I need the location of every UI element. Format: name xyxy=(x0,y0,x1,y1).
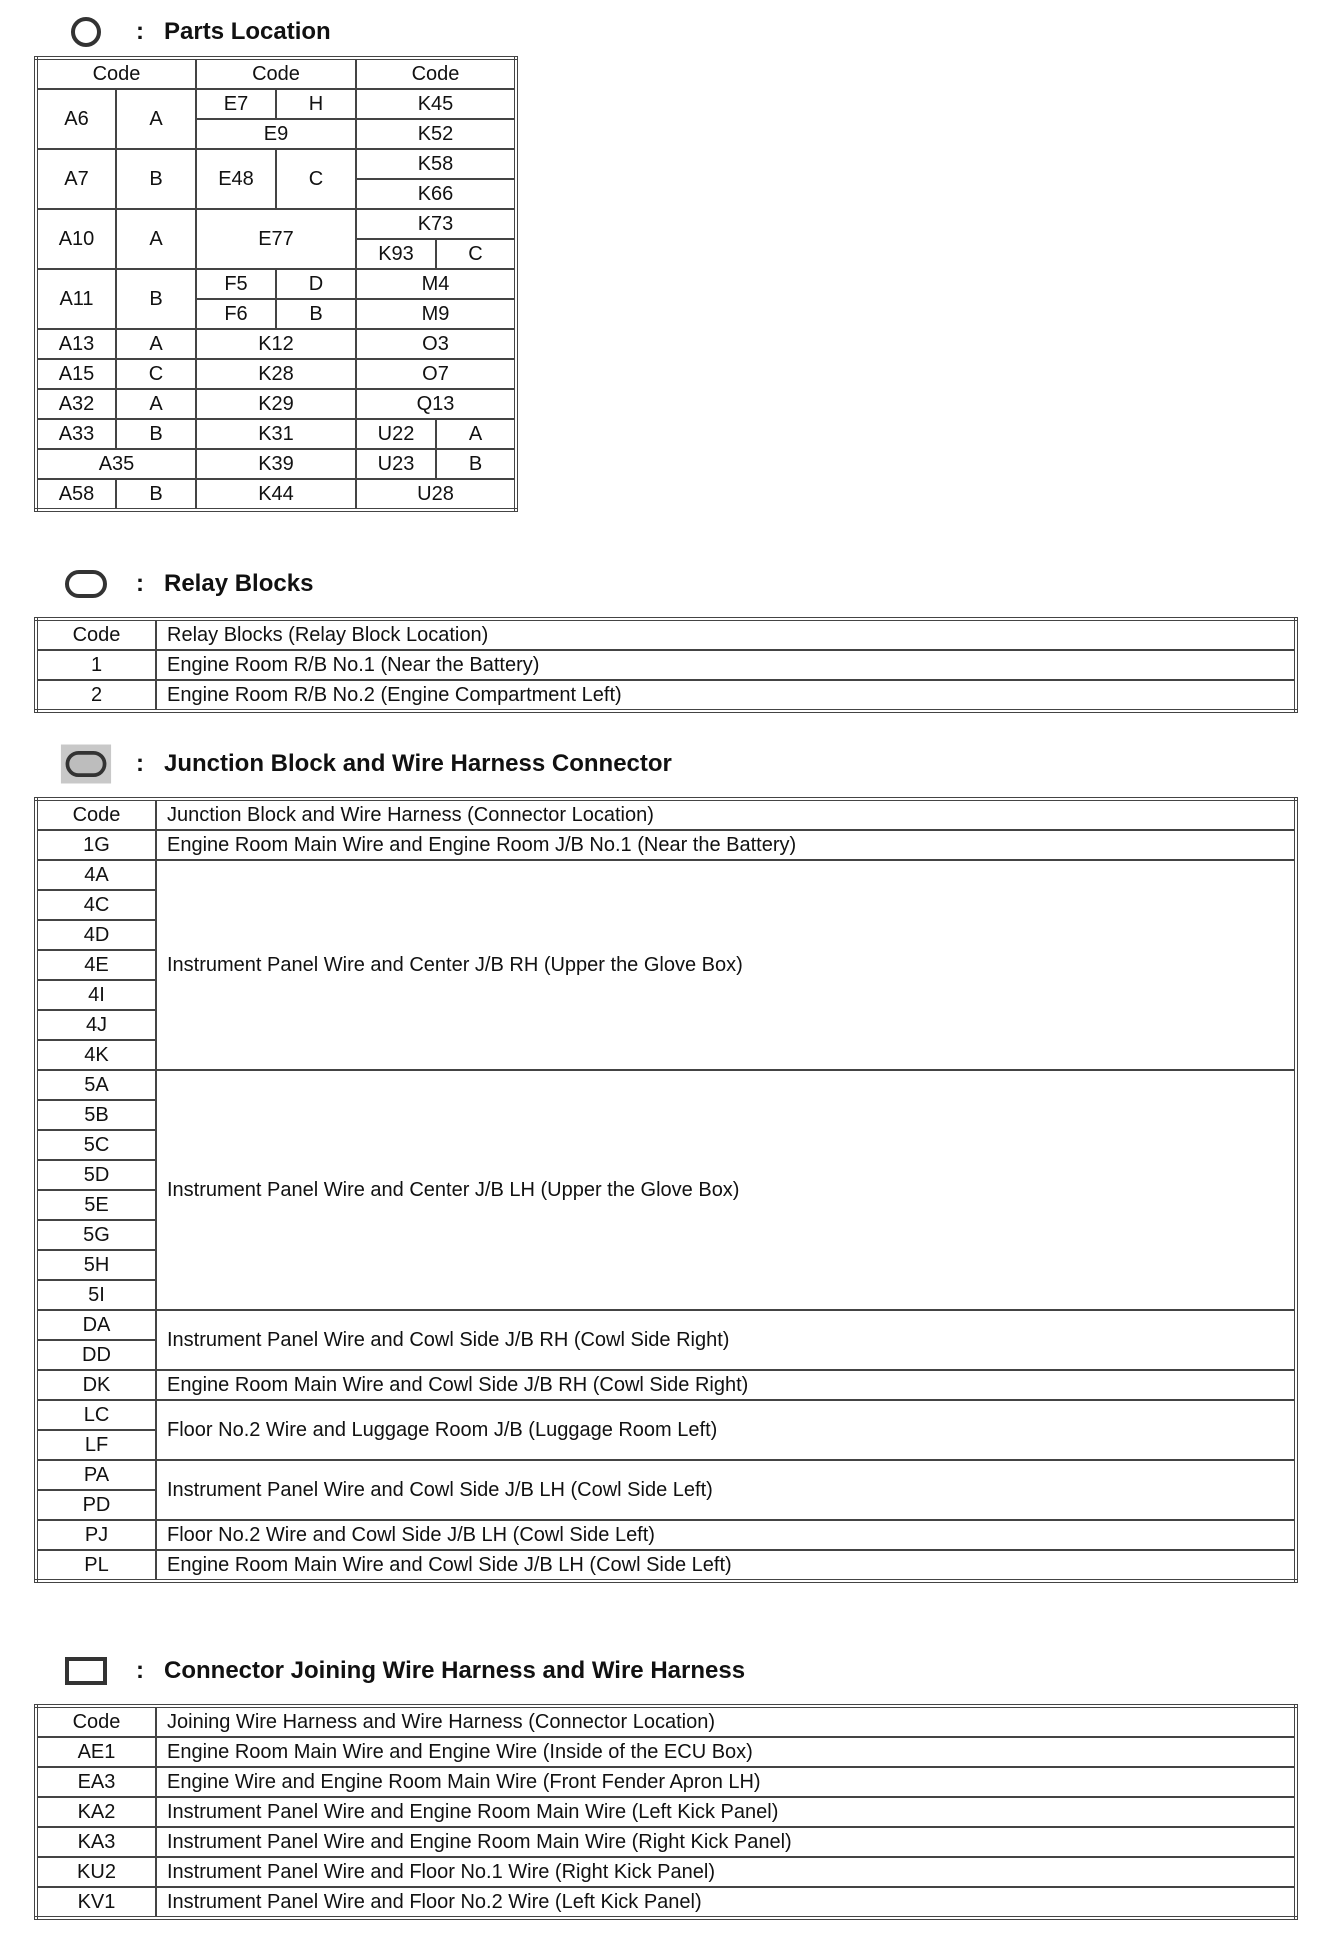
jb-code: 4D xyxy=(36,920,156,950)
junction-block-title: Junction Block and Wire Harness Connector xyxy=(164,750,672,777)
jb-code: 4I xyxy=(36,980,156,1010)
table-row xyxy=(36,680,1296,711)
relay-desc: Engine Room R/B No.2 (Engine Compartment Left) xyxy=(156,680,1296,711)
connector-code: EA3 xyxy=(36,1767,156,1797)
table-row xyxy=(36,58,516,89)
relay-code: 1 xyxy=(36,650,156,680)
table-row xyxy=(36,389,516,419)
table-row xyxy=(36,1310,1296,1340)
jb-code: 4J xyxy=(36,1010,156,1040)
junction-block-colon: : xyxy=(136,750,144,777)
jb-code: DD xyxy=(36,1340,156,1370)
part-code: F5 xyxy=(196,269,276,299)
part-code: K93 xyxy=(356,239,436,269)
part-sub: A xyxy=(116,389,196,419)
jb-desc: Floor No.2 Wire and Luggage Room J/B (Luggage Room Left) xyxy=(156,1400,1296,1460)
table-row xyxy=(36,1706,1296,1737)
connector-joining-title: Connector Joining Wire Harness and Wire Harness xyxy=(164,1657,746,1684)
connector-joining-header xyxy=(60,1651,745,1691)
jb-desc: Instrument Panel Wire and Center J/B RH (Upper the Glove Box) xyxy=(156,860,1296,1070)
part-sub: A xyxy=(116,209,196,269)
part-sub: C xyxy=(436,239,516,269)
part-code: A15 xyxy=(36,359,116,389)
connector-desc: Engine Wire and Engine Room Main Wire (Front Fender Apron LH) xyxy=(156,1767,1296,1797)
table-row xyxy=(36,1370,1296,1400)
jb-desc: Instrument Panel Wire and Cowl Side J/B LH (Cowl Side Left) xyxy=(156,1460,1296,1520)
connector-desc: Instrument Panel Wire and Floor No.1 Wire (Right Kick Panel) xyxy=(156,1857,1296,1887)
connector-code: KV1 xyxy=(36,1887,156,1918)
connector-code: KA2 xyxy=(36,1797,156,1827)
part-code: A33 xyxy=(36,419,116,449)
table-row xyxy=(36,209,516,239)
relay-blocks-header xyxy=(60,564,313,604)
part-code: A11 xyxy=(36,269,116,329)
part-code: K39 xyxy=(196,449,356,479)
jb-code: PD xyxy=(36,1490,156,1520)
shaded-oval-icon xyxy=(60,744,112,784)
table-row xyxy=(36,860,1296,890)
connector-desc: Instrument Panel Wire and Engine Room Main Wire (Left Kick Panel) xyxy=(156,1797,1296,1827)
jb-code: 4A xyxy=(36,860,156,890)
connector-code: AE1 xyxy=(36,1737,156,1767)
part-code: A58 xyxy=(36,479,116,510)
table-row xyxy=(36,1857,1296,1887)
connector-joining-colon: : xyxy=(136,1657,144,1684)
part-code: K29 xyxy=(196,389,356,419)
relay-blocks-table xyxy=(34,617,1298,713)
part-code: K28 xyxy=(196,359,356,389)
jb-desc: Floor No.2 Wire and Cowl Side J/B LH (Cowl Side Left) xyxy=(156,1520,1296,1550)
column-header: Code xyxy=(36,619,156,650)
table-row xyxy=(36,619,1296,650)
part-code: K52 xyxy=(356,119,516,149)
part-sub: A xyxy=(116,89,196,149)
part-code: A35 xyxy=(36,449,196,479)
part-code: F6 xyxy=(196,299,276,329)
jb-code: 5A xyxy=(36,1070,156,1100)
table-row xyxy=(36,799,1296,830)
jb-desc: Engine Room Main Wire and Cowl Side J/B LH (Cowl Side Left) xyxy=(156,1550,1296,1581)
table-row xyxy=(36,1887,1296,1918)
jb-code: 4C xyxy=(36,890,156,920)
part-code: U22 xyxy=(356,419,436,449)
table-row xyxy=(36,329,516,359)
jb-code: DA xyxy=(36,1310,156,1340)
part-code: O7 xyxy=(356,359,516,389)
part-code: A10 xyxy=(36,209,116,269)
jb-desc: Engine Room Main Wire and Cowl Side J/B RH (Cowl Side Right) xyxy=(156,1370,1296,1400)
parts-location-colon: : xyxy=(136,18,144,45)
connector-desc: Instrument Panel Wire and Floor No.2 Wire (Left Kick Panel) xyxy=(156,1887,1296,1918)
part-sub: A xyxy=(436,419,516,449)
table-row xyxy=(36,1827,1296,1857)
part-code: A13 xyxy=(36,329,116,359)
part-code: A7 xyxy=(36,149,116,209)
table-row xyxy=(36,650,1296,680)
part-code: Q13 xyxy=(356,389,516,419)
part-code: U28 xyxy=(356,479,516,510)
part-sub: H xyxy=(276,89,356,119)
relay-code: 2 xyxy=(36,680,156,711)
table-row xyxy=(36,149,516,179)
table-row xyxy=(36,830,1296,860)
part-sub: B xyxy=(116,479,196,510)
jb-code: DK xyxy=(36,1370,156,1400)
relay-blocks-colon: : xyxy=(136,570,144,597)
open-circle-icon xyxy=(60,12,112,52)
part-code: E7 xyxy=(196,89,276,119)
part-sub: C xyxy=(276,149,356,209)
part-code: K66 xyxy=(356,179,516,209)
connector-code: KU2 xyxy=(36,1857,156,1887)
part-sub: B xyxy=(436,449,516,479)
jb-code: 1G xyxy=(36,830,156,860)
part-sub: B xyxy=(116,149,196,209)
table-row xyxy=(36,1550,1296,1581)
column-header: Relay Blocks (Relay Block Location) xyxy=(156,619,1296,650)
column-header: Code xyxy=(36,1706,156,1737)
jb-desc: Instrument Panel Wire and Cowl Side J/B RH (Cowl Side Right) xyxy=(156,1310,1296,1370)
part-code: K58 xyxy=(356,149,516,179)
part-code: E48 xyxy=(196,149,276,209)
jb-code: 5I xyxy=(36,1280,156,1310)
jb-desc: Instrument Panel Wire and Center J/B LH (Upper the Glove Box) xyxy=(156,1070,1296,1310)
table-row xyxy=(36,269,516,299)
part-sub: D xyxy=(276,269,356,299)
table-row xyxy=(36,1767,1296,1797)
column-header: Junction Block and Wire Harness (Connector Location) xyxy=(156,799,1296,830)
jb-code: LF xyxy=(36,1430,156,1460)
relay-desc: Engine Room R/B No.1 (Near the Battery) xyxy=(156,650,1296,680)
part-code: O3 xyxy=(356,329,516,359)
jb-code: PJ xyxy=(36,1520,156,1550)
part-code: K73 xyxy=(356,209,516,239)
parts-location-title: Parts Location xyxy=(164,18,331,45)
part-sub: C xyxy=(116,359,196,389)
table-row xyxy=(36,479,516,510)
column-header: Code xyxy=(196,58,356,89)
part-sub: B xyxy=(116,419,196,449)
jb-code: 4E xyxy=(36,950,156,980)
part-code: E77 xyxy=(196,209,356,269)
table-row xyxy=(36,1460,1296,1490)
rectangle-icon xyxy=(60,1651,112,1691)
jb-code: PA xyxy=(36,1460,156,1490)
jb-code: 4K xyxy=(36,1040,156,1070)
part-code: M4 xyxy=(356,269,516,299)
jb-code: 5E xyxy=(36,1190,156,1220)
table-row xyxy=(36,1400,1296,1430)
jb-code: 5C xyxy=(36,1130,156,1160)
table-row xyxy=(36,1797,1296,1827)
column-header: Code xyxy=(36,799,156,830)
jb-code: 5B xyxy=(36,1100,156,1130)
part-sub: A xyxy=(116,329,196,359)
table-row xyxy=(36,89,516,119)
table-row xyxy=(36,1737,1296,1767)
column-header: Code xyxy=(36,58,196,89)
table-row xyxy=(36,359,516,389)
jb-code: LC xyxy=(36,1400,156,1430)
part-sub: B xyxy=(116,269,196,329)
jb-code: PL xyxy=(36,1550,156,1581)
connector-code: KA3 xyxy=(36,1827,156,1857)
part-code: M9 xyxy=(356,299,516,329)
part-code: K12 xyxy=(196,329,356,359)
table-row xyxy=(36,449,516,479)
connector-desc: Engine Room Main Wire and Engine Wire (Inside of the ECU Box) xyxy=(156,1737,1296,1767)
junction-block-table xyxy=(34,797,1298,1583)
jb-desc: Engine Room Main Wire and Engine Room J/B No.1 (Near the Battery) xyxy=(156,830,1296,860)
relay-blocks-title: Relay Blocks xyxy=(164,570,314,597)
part-code: K44 xyxy=(196,479,356,510)
part-code: K45 xyxy=(356,89,516,119)
rounded-oval-icon xyxy=(60,564,112,604)
part-sub: B xyxy=(276,299,356,329)
part-code: A32 xyxy=(36,389,116,419)
column-header: Code xyxy=(356,58,516,89)
table-row xyxy=(36,1070,1296,1100)
connector-desc: Instrument Panel Wire and Engine Room Main Wire (Right Kick Panel) xyxy=(156,1827,1296,1857)
part-code: K31 xyxy=(196,419,356,449)
jb-code: 5G xyxy=(36,1220,156,1250)
part-code: A6 xyxy=(36,89,116,149)
column-header: Joining Wire Harness and Wire Harness (Connector Location) xyxy=(156,1706,1296,1737)
connector-joining-table xyxy=(34,1704,1298,1920)
jb-code: 5H xyxy=(36,1250,156,1280)
jb-code: 5D xyxy=(36,1160,156,1190)
part-code: U23 xyxy=(356,449,436,479)
junction-block-header xyxy=(60,744,672,784)
parts-location-table xyxy=(34,56,518,512)
table-row xyxy=(36,1520,1296,1550)
table-row xyxy=(36,419,516,449)
parts-location-header xyxy=(60,12,331,52)
part-code: E9 xyxy=(196,119,356,149)
